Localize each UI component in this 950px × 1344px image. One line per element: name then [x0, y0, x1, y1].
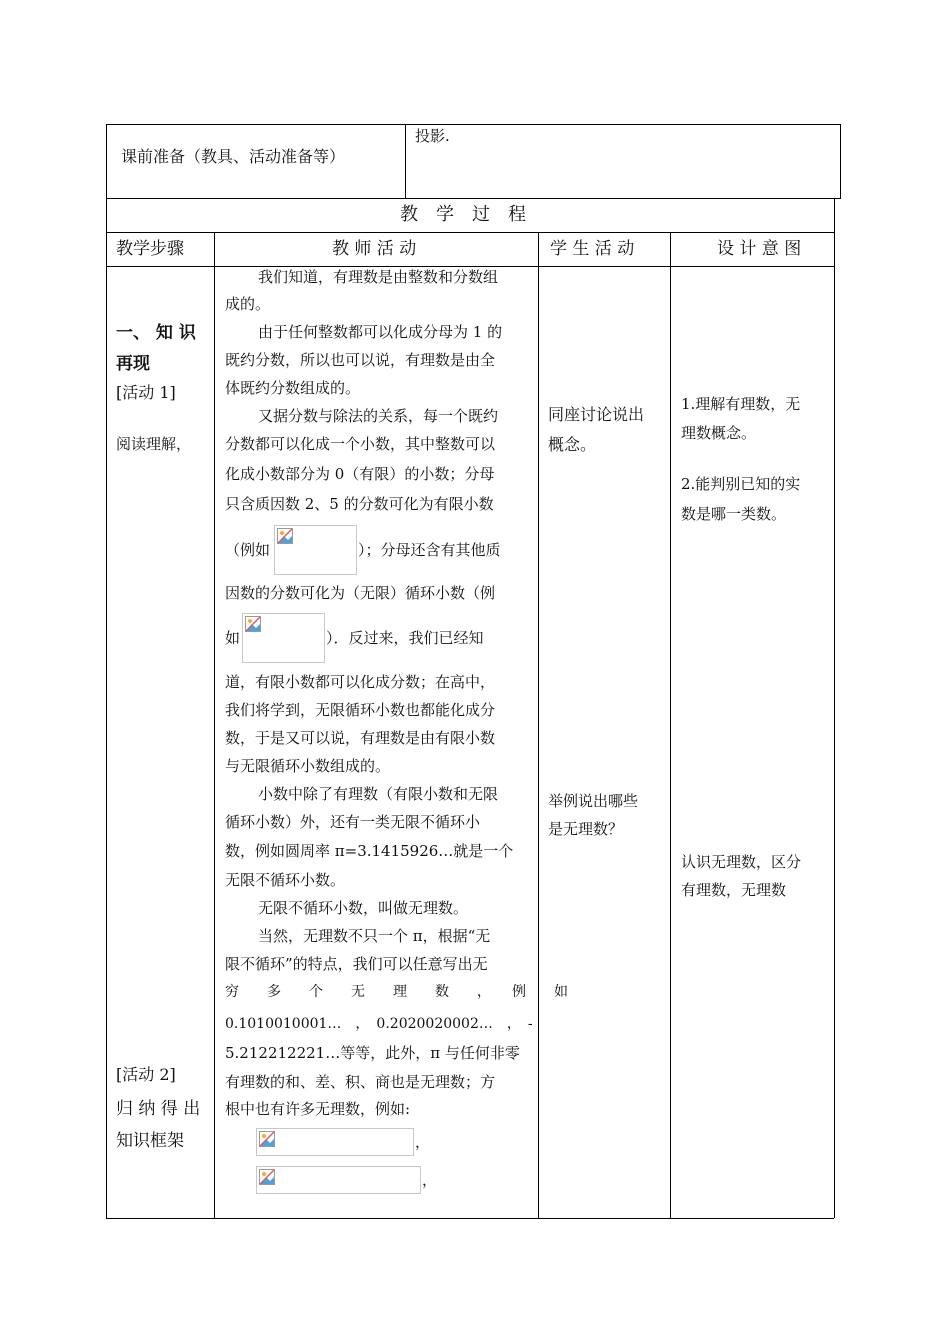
- teacher-line: 小数中除了有理数（有限小数和无限: [258, 785, 499, 803]
- teacher-line: 当然，无理数不只一个 π，根据“无: [258, 927, 491, 945]
- teacher-line: （例如: [225, 541, 271, 559]
- broken-image-icon: [277, 528, 293, 544]
- teacher-line: 既约分数，所以也可以说，有理数是由全: [225, 351, 496, 369]
- formula-image: [242, 613, 325, 663]
- teacher-line: ，: [422, 1171, 438, 1189]
- teacher-line: 只含质因数 2、5 的分数可化为有限小数: [225, 495, 494, 513]
- formula-image: [256, 1166, 421, 1194]
- teacher-line: 又据分数与除法的关系，每一个既约: [258, 407, 499, 425]
- teacher-line: 限不循环”的特点，我们可以任意写出无: [225, 955, 488, 973]
- design-intent-2-line2: 数是哪一类数。: [681, 505, 787, 523]
- design-intent-1-line2: 理数概念。: [681, 424, 757, 442]
- student-activity-1-line1: 同座讨论说出: [548, 405, 645, 424]
- teacher-line: 根中也有许多无理数，例如:: [225, 1100, 411, 1118]
- step2-activity: [活动 2]: [116, 1065, 176, 1084]
- prep-value: 投影.: [415, 127, 450, 145]
- teacher-line: 道，有限小数都可以化成分数；在高中，: [225, 673, 496, 691]
- header-steps: 教学步骤: [116, 239, 184, 259]
- teacher-line: 如: [225, 629, 241, 647]
- teacher-line: 我们知道，有理数是由整数和分数组: [258, 268, 499, 286]
- header-teacher: 教 师 活 动: [332, 239, 417, 259]
- teacher-line: 我们将学到，无限循环小数也都能化成分: [225, 701, 496, 719]
- formula-image: [274, 525, 357, 575]
- teacher-line: 循环小数）外，还有一类无限不循环小: [225, 813, 481, 831]
- broken-image-icon: [245, 616, 261, 632]
- step1-note: 阅读理解，: [116, 435, 192, 453]
- broken-image-icon: [259, 1131, 275, 1147]
- prep-label: 课前准备（教具、活动准备等）: [121, 147, 346, 166]
- teacher-line: 5.212212221…等等，此外，π 与任何非零: [225, 1044, 520, 1062]
- teacher-line: 数，于是又可以说，有理数是由有限小数: [225, 729, 496, 747]
- teacher-line: ）；分母还含有其他质: [358, 541, 501, 559]
- design-intent-3-line2: 有理数，无理数: [681, 881, 787, 899]
- design-intent-2-line1: 2.能判别已知的实: [681, 475, 801, 493]
- formula-image: [256, 1128, 414, 1156]
- teacher-line: 0.1010010001… ， 0.2020020002… ， -: [225, 1016, 533, 1032]
- teacher-line: 数，例如圆周率 π=3.1415926…就是一个: [225, 842, 514, 860]
- teacher-line: 有理数的和、差、积、商也是无理数；方: [225, 1073, 496, 1091]
- teacher-line: 化成小数部分为 0（有限）的小数；分母: [225, 465, 495, 483]
- step1-title-line2: 再现: [116, 354, 150, 374]
- broken-image-icon: [259, 1169, 275, 1185]
- student-activity-2-line1: 举例说出哪些: [548, 792, 639, 810]
- design-intent-3-line1: 认识无理数，区分: [681, 853, 802, 871]
- step2-title-line2: 知识框架: [116, 1131, 184, 1151]
- design-intent-1-line1: 1.理解有理数，无: [681, 395, 801, 413]
- teacher-line: 分数都可以化成一个小数，其中整数可以: [225, 435, 496, 453]
- student-activity-1-line2: 概念。: [548, 435, 597, 454]
- step2-title-line1: 归 纳 得 出: [116, 1099, 201, 1119]
- teacher-line: 无限不循环小数，叫做无理数。: [258, 899, 469, 917]
- teacher-line: ，: [415, 1133, 431, 1151]
- teacher-line: 穷 多 个 无 理 数 ， 例 如: [225, 984, 568, 1000]
- teacher-line: 无限不循环小数。: [225, 871, 346, 889]
- header-student: 学 生 活 动: [550, 239, 635, 259]
- teacher-line: ）．反过来，我们已经知: [326, 629, 484, 647]
- teacher-line: 由于任何整数都可以化成分母为 1 的: [258, 323, 503, 341]
- process-title: 教 学 过 程: [400, 204, 526, 225]
- student-activity-2-line2: 是无理数？: [548, 820, 624, 838]
- step1-activity: [活动 1]: [116, 383, 176, 402]
- teacher-line: 与无限循环小数组成的。: [225, 757, 391, 775]
- step1-title-line1: 一、 知 识: [116, 323, 196, 343]
- teacher-line: 体既约分数组成的。: [225, 379, 361, 397]
- teacher-line: 因数的分数可化为（无限）循环小数（例: [225, 584, 496, 602]
- teacher-line: 成的。: [225, 295, 271, 313]
- header-design: 设 计 意 图: [717, 239, 802, 259]
